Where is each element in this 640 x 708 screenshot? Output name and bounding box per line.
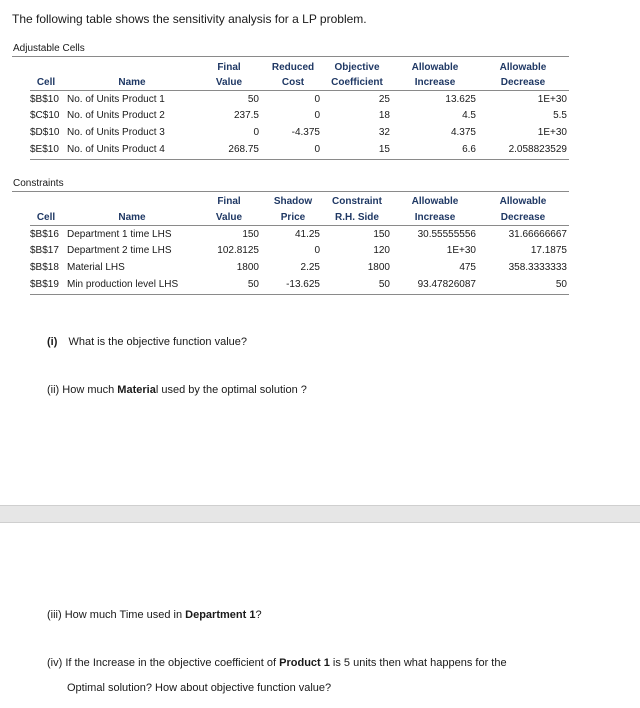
question-3-tail: ? xyxy=(255,609,262,621)
table-top-rule xyxy=(12,191,569,192)
question-4-tail: is 5 units then what happens for the xyxy=(329,657,507,669)
header-value: Value xyxy=(215,212,243,223)
row-name: Min production level LHS xyxy=(67,279,179,290)
row-cell: $B$19 xyxy=(30,279,59,290)
header-final: Final xyxy=(217,62,241,73)
row-decrease: 1E+30 xyxy=(537,127,567,138)
row-objective: 25 xyxy=(378,94,390,105)
table-bottom-rule xyxy=(30,159,569,160)
row-cell: $B$10 xyxy=(30,94,59,105)
header-cell: Cell xyxy=(36,212,56,223)
row-final: 102.8125 xyxy=(217,245,259,256)
table-bottom-rule xyxy=(30,294,569,295)
question-1-text: What is the objective function value? xyxy=(68,336,247,348)
row-rhs: 150 xyxy=(373,229,390,240)
row-cell: $B$17 xyxy=(30,245,59,256)
row-final: 50 xyxy=(247,94,259,105)
header-objective: Objective xyxy=(334,62,380,73)
row-shadow: 0 xyxy=(314,245,320,256)
row-decrease: 17.1875 xyxy=(530,245,567,256)
constraints-title: Constraints xyxy=(13,178,64,189)
row-cell: $B$18 xyxy=(30,262,59,273)
row-name: No. of Units Product 4 xyxy=(67,144,165,155)
header-rhs: R.H. Side xyxy=(335,212,379,223)
row-decrease: 31.66666667 xyxy=(508,229,567,240)
row-shadow: 2.25 xyxy=(300,262,320,273)
row-increase: 30.55555556 xyxy=(417,229,476,240)
row-cell: $D$10 xyxy=(30,127,60,138)
row-final: 1800 xyxy=(236,262,259,273)
header-allowable-dec: Allowable xyxy=(499,196,547,207)
header-cost: Cost xyxy=(281,77,305,88)
header-bottom-rule xyxy=(30,90,569,91)
row-final: 0 xyxy=(253,127,259,138)
question-3-text: (iii) How much Time used in xyxy=(47,609,186,621)
row-final: 150 xyxy=(242,229,259,240)
header-allowable-dec: Allowable xyxy=(499,62,547,73)
row-increase: 475 xyxy=(459,262,476,273)
row-cell: $E$10 xyxy=(30,144,59,155)
row-reduced: 0 xyxy=(314,144,320,155)
row-increase: 13.625 xyxy=(445,94,476,105)
row-objective: 15 xyxy=(378,144,390,155)
header-cell: Cell xyxy=(36,77,56,88)
row-increase: 4.5 xyxy=(462,110,476,121)
row-decrease: 2.058823529 xyxy=(508,144,567,155)
row-name: Material LHS xyxy=(67,262,125,273)
header-allowable-inc: Allowable xyxy=(411,62,459,73)
row-decrease: 358.3333333 xyxy=(508,262,567,273)
row-increase: 4.375 xyxy=(450,127,476,138)
section-divider xyxy=(0,505,640,523)
row-reduced: -4.375 xyxy=(291,127,320,138)
row-rhs: 50 xyxy=(378,279,390,290)
row-reduced: 0 xyxy=(314,94,320,105)
header-decrease: Decrease xyxy=(500,212,546,223)
row-name: Department 1 time LHS xyxy=(67,229,172,240)
header-name: Name xyxy=(118,212,146,223)
row-decrease: 50 xyxy=(555,279,567,290)
header-increase: Increase xyxy=(414,77,456,88)
header-shadow: Shadow xyxy=(273,196,313,207)
question-3 xyxy=(47,609,262,621)
adjustable-cells-title: Adjustable Cells xyxy=(13,43,85,54)
header-coefficient: Coefficient xyxy=(331,77,383,88)
row-increase: 93.47826087 xyxy=(417,279,476,290)
question-3-bold: Department 1 xyxy=(185,609,256,621)
header-allowable-inc: Allowable xyxy=(411,196,459,207)
question-4 xyxy=(47,657,507,669)
question-2-text: (ii) How much xyxy=(47,384,118,396)
row-objective: 32 xyxy=(378,127,390,138)
header-bottom-rule xyxy=(30,225,569,226)
header-price: Price xyxy=(280,212,306,223)
question-1 xyxy=(47,336,247,348)
row-decrease: 5.5 xyxy=(553,110,567,121)
intro-text: The following table shows the sensitivity analysis for a LP problem. xyxy=(12,12,367,26)
row-objective: 18 xyxy=(378,110,390,121)
row-name: No. of Units Product 1 xyxy=(67,94,165,105)
row-increase: 1E+30 xyxy=(446,245,476,256)
header-decrease: Decrease xyxy=(500,77,546,88)
header-reduced: Reduced xyxy=(271,62,315,73)
question-1-label: (i) xyxy=(47,336,58,348)
header-increase: Increase xyxy=(414,212,456,223)
row-cell: $C$10 xyxy=(30,110,60,121)
row-final: 237.5 xyxy=(233,110,259,121)
table-top-rule xyxy=(12,56,569,57)
row-shadow: -13.625 xyxy=(286,279,320,290)
header-value: Value xyxy=(215,77,243,88)
row-rhs: 120 xyxy=(373,245,390,256)
row-name: Department 2 time LHS xyxy=(67,245,172,256)
row-increase: 6.6 xyxy=(462,144,476,155)
row-rhs: 1800 xyxy=(367,262,390,273)
question-4-text: (iv) If the Increase in the objective coefficient of xyxy=(47,657,280,669)
question-2-bold: Materia xyxy=(117,384,156,396)
header-constraint: Constraint xyxy=(332,196,382,207)
row-name: No. of Units Product 2 xyxy=(67,110,165,121)
row-decrease: 1E+30 xyxy=(537,94,567,105)
question-4-bold: Product 1 xyxy=(279,657,330,669)
header-final: Final xyxy=(217,196,241,207)
question-2 xyxy=(47,384,307,396)
question-4-line2: Optimal solution? How about objective function value? xyxy=(67,682,332,694)
row-final: 50 xyxy=(247,279,259,290)
question-2-tail: l used by the optimal solution ? xyxy=(155,384,307,396)
row-cell: $B$16 xyxy=(30,229,59,240)
row-shadow: 41.25 xyxy=(294,229,320,240)
row-name: No. of Units Product 3 xyxy=(67,127,165,138)
row-reduced: 0 xyxy=(314,110,320,121)
header-name: Name xyxy=(118,77,146,88)
row-final: 268.75 xyxy=(228,144,259,155)
